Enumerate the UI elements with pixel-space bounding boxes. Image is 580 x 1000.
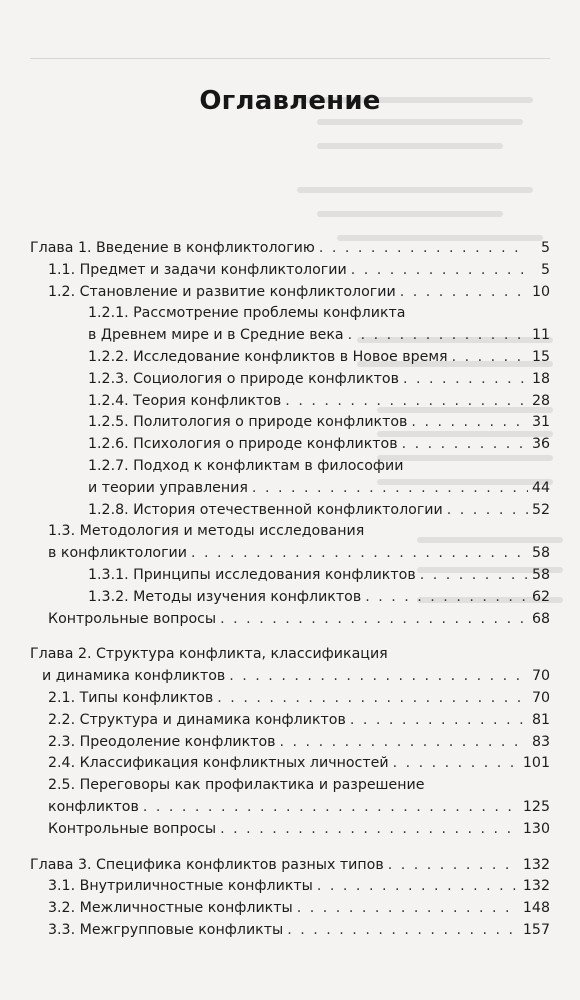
toc-entry <box>30 898 550 920</box>
toc-entry-page: 36 <box>531 436 550 453</box>
leader-dots <box>411 412 528 434</box>
toc-entry <box>30 325 550 347</box>
toc-entry-title: 1.2. Становление и развитие конфликтологии <box>48 283 396 300</box>
leader-dots <box>402 434 528 456</box>
toc-entry <box>30 260 550 282</box>
toc-entry-page: 81 <box>531 711 550 728</box>
leader-dots <box>217 688 528 710</box>
header-rule <box>30 58 550 59</box>
toc-entry-page: 68 <box>531 610 550 627</box>
leader-dots <box>400 282 528 304</box>
toc-entry <box>30 500 550 522</box>
toc-entry-page: 70 <box>531 668 550 685</box>
toc-entry-title: конфликтов <box>48 798 139 815</box>
toc-entry-page: 101 <box>522 755 550 772</box>
toc-entry <box>30 666 550 688</box>
leader-dots <box>317 876 519 898</box>
toc-entry <box>30 876 550 898</box>
toc-entry <box>30 753 550 775</box>
toc-entry <box>30 819 550 841</box>
toc-entry <box>30 797 550 819</box>
toc-entry <box>30 369 550 391</box>
toc-entry-page: 18 <box>531 370 550 387</box>
toc-entry-title: 1.2.3. Социология о природе конфликтов <box>88 370 399 387</box>
toc-entry-page: 10 <box>531 283 550 300</box>
leader-dots <box>388 855 519 877</box>
toc-entry-page: 157 <box>522 921 550 938</box>
leader-dots <box>252 478 528 500</box>
toc-entry <box>30 920 550 942</box>
toc-entry <box>30 412 550 434</box>
leader-dots <box>447 500 528 522</box>
toc-entry-page: 130 <box>522 820 550 837</box>
toc-entry <box>30 391 550 413</box>
toc-entry-title: 1.3.2. Методы изучения конфликтов <box>88 588 362 605</box>
toc-entry <box>30 478 550 500</box>
leader-dots <box>351 260 528 282</box>
leader-dots <box>280 732 528 754</box>
toc-entry <box>30 710 550 732</box>
toc-entry-title: 2.4. Классификация конфликтных личностей <box>48 755 389 772</box>
toc-entry-page: 11 <box>531 327 550 344</box>
toc-entry-title: 1.2.5. Политология о природе конфликтов <box>88 414 408 431</box>
page-title: Оглавление <box>199 86 381 116</box>
leader-dots <box>287 920 519 942</box>
toc-entry-page: 132 <box>522 878 550 895</box>
toc-entry-title: 1.2.8. История отечественной конфликтологии <box>88 501 443 518</box>
toc-entry-title: Глава 3. Специфика конфликтов разных типов <box>30 856 384 873</box>
leader-dots <box>393 753 519 775</box>
toc-entry <box>30 543 550 565</box>
toc-entry-page: 58 <box>531 566 550 583</box>
toc-entry-page: 52 <box>531 501 550 518</box>
toc-entry-title: 2.1. Типы конфликтов <box>48 689 214 706</box>
toc-entry-title: и теории управления <box>88 479 248 496</box>
toc-entry-title: 1.1. Предмет и задачи конфликтологии <box>48 261 347 278</box>
toc-entry-page: 44 <box>531 479 550 496</box>
section-gap <box>30 630 550 644</box>
toc-entry-title: 1.2.4. Теория конфликтов <box>88 392 282 409</box>
toc-entry <box>30 238 550 260</box>
leader-dots <box>420 565 528 587</box>
toc-entry <box>30 434 550 456</box>
toc-entry <box>30 282 550 304</box>
toc-entry <box>30 347 550 369</box>
toc-entry-title: 1.2.6. Психология о природе конфликтов <box>88 436 398 453</box>
toc-entry <box>30 855 550 877</box>
leader-dots <box>143 797 519 819</box>
toc-entry <box>30 609 550 631</box>
leader-dots <box>348 325 528 347</box>
toc-entry-first-line: Глава 2. Структура конфликта, классификация <box>30 646 388 663</box>
toc-entry-page: 70 <box>531 689 550 706</box>
leader-dots <box>403 369 528 391</box>
toc-entry-title: 1.3.1. Принципы исследования конфликтов <box>88 566 416 583</box>
toc-entry <box>30 732 550 754</box>
toc-entry-first-line: 1.3. Методология и методы исследования <box>48 523 365 540</box>
toc-entry <box>30 587 550 609</box>
leader-dots <box>297 898 519 920</box>
leader-dots <box>350 710 528 732</box>
toc-entry-first-line: 2.5. Переговоры как профилактика и разрешение <box>48 777 425 794</box>
toc-entry <box>30 688 550 710</box>
leader-dots <box>452 347 528 369</box>
toc-entry-title: 3.1. Внутриличностные конфликты <box>48 878 313 895</box>
toc-entry-title: Глава 1. Введение в конфликтологию <box>30 240 315 256</box>
leader-dots <box>191 543 528 565</box>
toc-entry-title: в конфликтологии <box>48 545 187 562</box>
table-of-contents <box>30 238 550 942</box>
toc-entry <box>30 565 550 587</box>
toc-entry-page: 132 <box>522 856 550 873</box>
toc-entry-page: 31 <box>531 414 550 431</box>
toc-entry-title: 2.3. Преодоление конфликтов <box>48 733 276 750</box>
leader-dots <box>365 587 528 609</box>
toc-entry-page: 83 <box>531 733 550 750</box>
toc-entry-page: 5 <box>540 261 550 278</box>
toc-entry-page: 148 <box>522 900 550 917</box>
toc-entry-page: 5 <box>540 240 550 256</box>
toc-entry-title: 3.3. Межгрупповые конфликты <box>48 921 284 938</box>
toc-entry-page: 15 <box>531 348 550 365</box>
toc-entry-title: и динамика конфликтов <box>42 668 226 685</box>
toc-entry-first-line: 1.2.7. Подход к конфликтам в философии <box>88 457 404 474</box>
toc-entry-title: Контрольные вопросы <box>48 610 217 627</box>
leader-dots <box>229 666 528 688</box>
leader-dots <box>220 819 519 841</box>
leader-dots <box>319 238 528 260</box>
toc-entry-first-line: 1.2.1. Рассмотрение проблемы конфликта <box>88 305 406 322</box>
toc-entry-title: в Древнем мире и в Средние века <box>88 327 344 344</box>
section-gap <box>30 841 550 855</box>
toc-entry-title: Контрольные вопросы <box>48 820 217 837</box>
toc-entry-title: 1.2.2. Исследование конфликтов в Новое время <box>88 348 448 365</box>
toc-entry-page: 125 <box>522 798 550 815</box>
toc-entry-page: 58 <box>531 545 550 562</box>
toc-entry-title: 3.2. Межличностные конфликты <box>48 900 293 917</box>
leader-dots <box>220 609 528 631</box>
toc-entry-title: 2.2. Структура и динамика конфликтов <box>48 711 346 728</box>
toc-entry-page: 28 <box>531 392 550 409</box>
leader-dots <box>285 391 528 413</box>
toc-entry-page: 62 <box>531 588 550 605</box>
